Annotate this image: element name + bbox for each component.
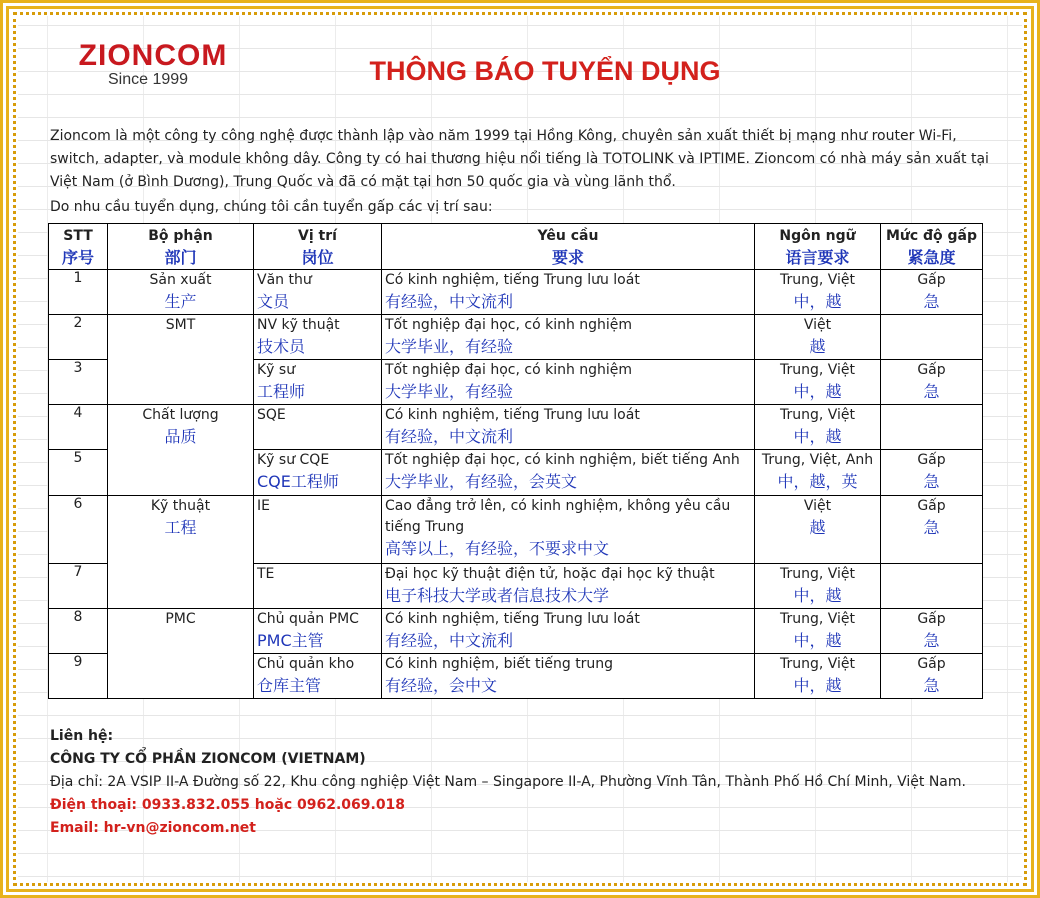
cell-language	[755, 564, 881, 609]
requirement-zh: 大学毕业，有经验，会英文	[385, 472, 578, 491]
urgency-vi: Gấp	[917, 362, 946, 378]
requirement-vi: Có kinh nghiệm, biết tiếng trung	[385, 656, 614, 672]
requirement-zh: 有经验，中文流利	[385, 631, 514, 650]
language-zh: 中，越，英	[777, 472, 858, 491]
language-vi: Trung, Việt	[779, 611, 856, 627]
position-vi: Chủ quản PMC	[257, 611, 359, 627]
cell-no: 4	[49, 405, 108, 450]
cell-urgency	[881, 450, 983, 496]
intro-need-line: Do nhu cầu tuyển dụng, chúng tôi cần tuyển gấp các vị trí sau:	[50, 199, 493, 215]
cell-no: 8	[49, 609, 108, 654]
cell-requirements	[382, 654, 755, 699]
position-vi: Chủ quản kho	[257, 656, 355, 672]
cell-urgency	[881, 360, 983, 405]
cell-urgency	[881, 564, 983, 609]
urgency-zh: 急	[923, 292, 940, 311]
urgency-zh: 急	[923, 382, 940, 401]
requirement-vi: Cao đẳng trở lên, có kinh nghiệm, không yêu cầu tiếng Trung	[385, 498, 731, 535]
header-requirements	[382, 224, 755, 270]
urgency-zh: 急	[923, 631, 940, 650]
requirement-zh: 有经验，中文流利	[385, 427, 514, 446]
cell-no: 9	[49, 654, 108, 699]
requirement-vi: Đại học kỹ thuật điện tử, hoặc đại học kỹ thuật	[385, 566, 715, 582]
table-row	[49, 405, 983, 450]
requirement-zh: 大学毕业，有经验	[385, 337, 514, 356]
cell-language	[755, 609, 881, 654]
position-vi: SQE	[257, 407, 286, 423]
requirement-zh: 电子科技大学或者信息技术大学	[385, 586, 610, 605]
cell-department	[108, 270, 254, 315]
cell-department	[108, 609, 254, 699]
urgency-zh: 急	[923, 676, 940, 695]
company-name: CÔNG TY CỔ PHẦN ZIONCOM (VIETNAM)	[50, 751, 366, 767]
department-vi: Kỹ thuật	[150, 498, 211, 514]
language-vi: Trung, Việt	[779, 656, 856, 672]
header-urgency	[881, 224, 983, 270]
language-vi: Trung, Việt, Anh	[761, 452, 874, 468]
requirement-vi: Tốt nghiệp đại học, có kinh nghiệm, biết tiếng Anh	[385, 452, 740, 468]
cell-no: 3	[49, 360, 108, 405]
cell-requirements	[382, 360, 755, 405]
header-label-zh: 岗位	[301, 247, 334, 267]
cell-language	[755, 654, 881, 699]
cell-urgency	[881, 270, 983, 315]
position-zh: 技术员	[257, 337, 306, 356]
header-label-zh: 紧急度	[907, 247, 956, 267]
requirement-vi: Tốt nghiệp đại học, có kinh nghiệm	[385, 362, 633, 378]
cell-requirements	[382, 496, 755, 564]
cell-language	[755, 270, 881, 315]
language-vi: Trung, Việt	[779, 272, 856, 288]
department-zh: 品质	[164, 427, 197, 446]
language-vi: Việt	[803, 317, 832, 333]
language-vi: Trung, Việt	[779, 407, 856, 423]
language-zh: 越	[809, 337, 826, 356]
header-label: Yêu cầu	[537, 227, 599, 244]
header-label-zh: 语言要求	[785, 247, 850, 267]
department-zh: 生产	[164, 292, 197, 311]
table-row	[49, 609, 983, 654]
jobs-table	[48, 223, 983, 699]
requirement-vi: Có kinh nghiệm, tiếng Trung lưu loát	[385, 272, 640, 288]
contact-label: Liên hệ:	[50, 728, 114, 744]
language-zh: 中，越	[793, 631, 842, 650]
cell-requirements	[382, 270, 755, 315]
logo-tagline: Since 1999	[108, 71, 189, 88]
cell-department	[108, 405, 254, 496]
cell-position	[254, 315, 382, 360]
cell-language	[755, 450, 881, 496]
language-zh: 中，越	[793, 586, 842, 605]
requirement-zh: 有经验，会中文	[385, 676, 498, 695]
cell-no: 7	[49, 564, 108, 609]
cell-position	[254, 496, 382, 564]
position-vi: IE	[257, 498, 270, 514]
contact-block	[50, 725, 966, 840]
cell-requirements	[382, 315, 755, 360]
cell-position	[254, 450, 382, 496]
header-language	[755, 224, 881, 270]
requirement-vi: Tốt nghiệp đại học, có kinh nghiệm	[385, 317, 633, 333]
position-vi: Văn thư	[257, 272, 312, 288]
table-header-row	[49, 224, 983, 270]
urgency-vi: Gấp	[917, 611, 946, 627]
contact-email: Email: hr-vn@zioncom.net	[50, 820, 256, 836]
page-title: THÔNG BÁO TUYỂN DỤNG	[369, 56, 721, 86]
language-vi: Trung, Việt	[779, 566, 856, 582]
cell-requirements	[382, 405, 755, 450]
urgency-zh: 急	[923, 472, 940, 491]
cell-position	[254, 654, 382, 699]
position-vi: NV kỹ thuật	[257, 317, 340, 333]
header-position	[254, 224, 382, 270]
language-zh: 越	[809, 518, 826, 537]
position-zh: 工程师	[257, 382, 306, 401]
position-zh: PMC主管	[257, 631, 324, 650]
requirement-zh: 有经验，中文流利	[385, 292, 514, 311]
position-zh: CQE工程师	[257, 472, 339, 491]
cell-position	[254, 405, 382, 450]
department-vi: Chất lượng	[142, 407, 219, 423]
cell-department	[108, 315, 254, 405]
intro-paragraph: Zioncom là một công ty công nghệ được thành lập vào năm 1999 tại Hồng Kông, chuyên sản xuất thiết bị mạng như router Wi-Fi, switch, adapter, và module không dây. Công ty có hai thương hiệu nổi tiếng là TOTOLINK và IPTIME. Zioncom có nhà máy sản xuất tại Việt Nam (ở Bình Dương), Trung Quốc và đã có mặt tại hơn 50 quốc gia và vùng lãnh thổ.	[50, 128, 989, 190]
language-zh: 中，越	[793, 427, 842, 446]
cell-no: 5	[49, 450, 108, 496]
cell-urgency	[881, 654, 983, 699]
position-vi: Kỹ sư CQE	[257, 452, 330, 468]
language-zh: 中，越	[793, 382, 842, 401]
cell-position	[254, 609, 382, 654]
cell-language	[755, 496, 881, 564]
requirement-zh: 高等以上，有经验，不要求中文	[385, 539, 610, 558]
cell-position	[254, 360, 382, 405]
header-label: STT	[63, 227, 93, 244]
cell-urgency	[881, 496, 983, 564]
language-vi: Việt	[803, 498, 832, 514]
cell-urgency	[881, 609, 983, 654]
department-vi: SMT	[165, 317, 196, 333]
urgency-zh: 急	[923, 518, 940, 537]
cell-no: 2	[49, 315, 108, 360]
cell-department	[108, 496, 254, 609]
position-zh: 文员	[257, 292, 290, 311]
urgency-vi: Gấp	[917, 656, 946, 672]
department-vi: Sản xuất	[149, 272, 212, 288]
company-logo	[68, 40, 238, 88]
header-label: Bộ phận	[148, 227, 213, 244]
position-vi: TE	[257, 566, 275, 582]
language-zh: 中，越	[793, 292, 842, 311]
table-row	[49, 315, 983, 360]
cell-position	[254, 564, 382, 609]
urgency-vi: Gấp	[917, 498, 946, 514]
cell-language	[755, 405, 881, 450]
table-row	[49, 496, 983, 564]
cell-no: 1	[49, 270, 108, 315]
cell-requirements	[382, 450, 755, 496]
position-vi: Kỹ sư	[257, 362, 296, 378]
contact-phone: Điện thoại: 0933.832.055 hoặc 0962.069.018	[50, 797, 406, 813]
cell-urgency	[881, 405, 983, 450]
language-zh: 中，越	[793, 676, 842, 695]
header-stt	[49, 224, 108, 270]
company-address: Địa chỉ: 2A VSIP II-A Đường số 22, Khu công nghiệp Việt Nam – Singapore II-A, Phường Vĩnh Tân, Thành Phố Hồ Chí Minh, Việt Nam.	[50, 774, 966, 790]
cell-language	[755, 315, 881, 360]
language-vi: Trung, Việt	[779, 362, 856, 378]
department-vi: PMC	[165, 611, 196, 627]
cell-position	[254, 270, 382, 315]
urgency-vi: Gấp	[917, 452, 946, 468]
header-label: Ngôn ngữ	[779, 227, 856, 244]
requirement-zh: 大学毕业，有经验	[385, 382, 514, 401]
header-label: Vị trí	[298, 227, 337, 244]
cell-urgency	[881, 315, 983, 360]
requirement-vi: Có kinh nghiệm, tiếng Trung lưu loát	[385, 611, 640, 627]
urgency-vi: Gấp	[917, 272, 946, 288]
cell-language	[755, 360, 881, 405]
position-zh: 仓库主管	[257, 676, 322, 695]
header-label-zh: 部门	[164, 247, 197, 267]
requirement-vi: Có kinh nghiệm, tiếng Trung lưu loát	[385, 407, 640, 423]
header-label-zh: 要求	[551, 247, 584, 267]
table-row	[49, 270, 983, 315]
header-label: Mức độ gấp	[885, 227, 978, 244]
cell-no: 6	[49, 496, 108, 564]
department-zh: 工程	[164, 518, 197, 537]
cell-requirements	[382, 609, 755, 654]
logo-name: ZIONCOM	[78, 39, 228, 72]
header-label-zh: 序号	[61, 247, 94, 267]
header-department	[108, 224, 254, 270]
cell-requirements	[382, 564, 755, 609]
